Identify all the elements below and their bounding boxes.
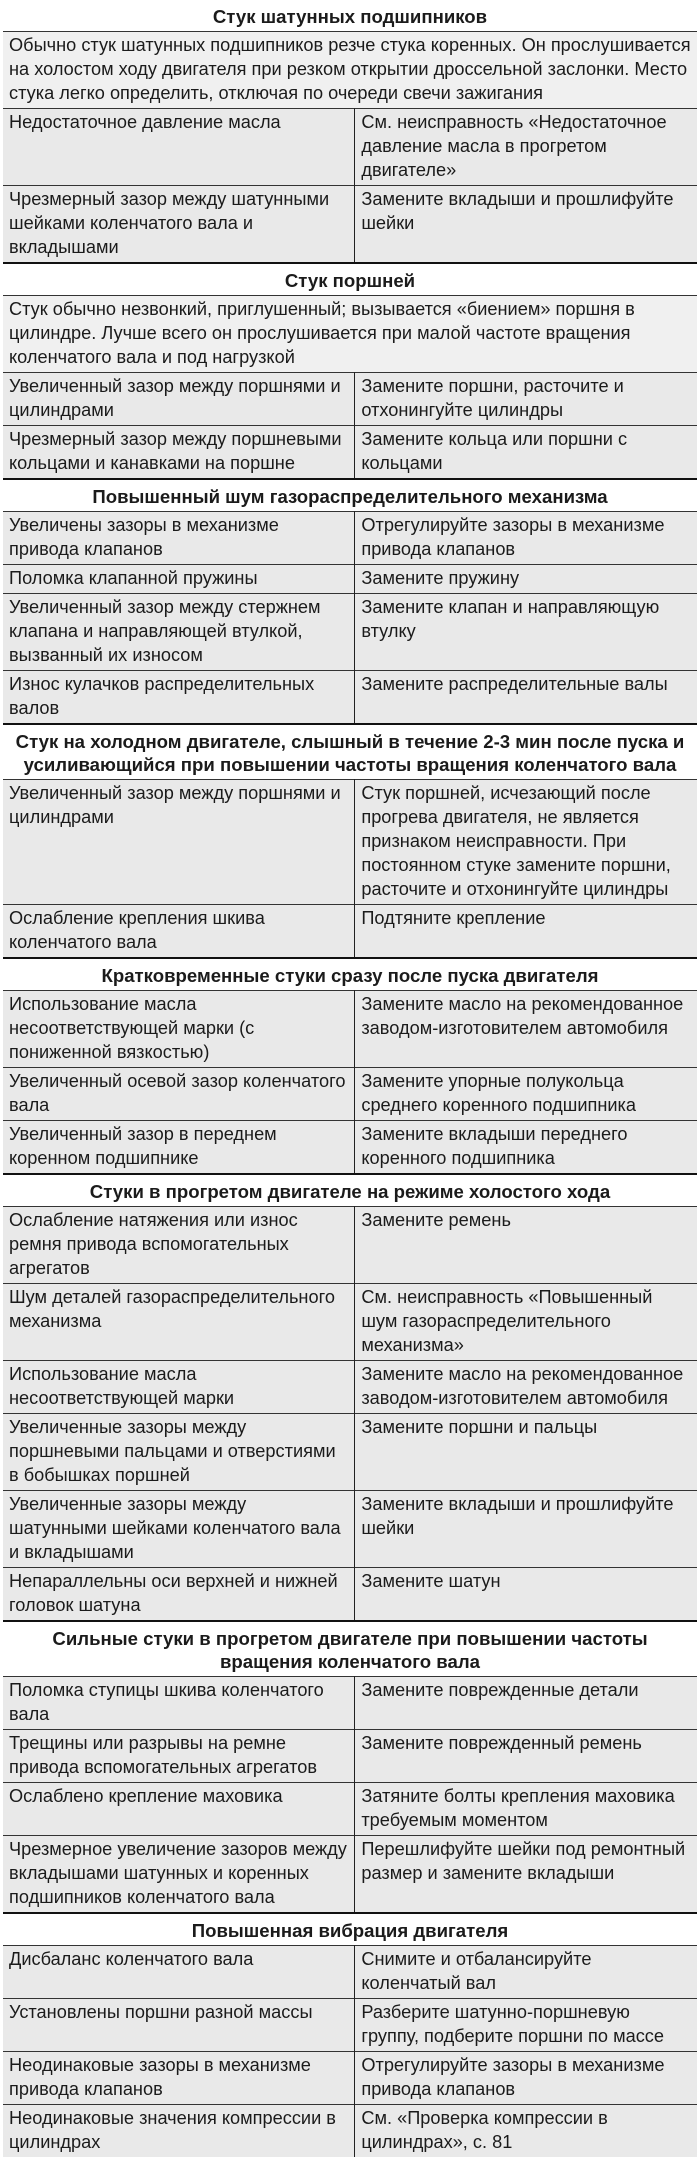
remedy-cell: Замените поршни, расточите и отхонингуйте цилиндры <box>355 373 697 426</box>
section-title: Стук шатунных подшипников <box>3 0 697 32</box>
remedy-cell: Снимите и отбалансируйте коленчатый вал <box>355 1946 697 1999</box>
section-title: Сильные стуки в прогретом двигателе при повышении частоты вращения коленчатого вала <box>3 1621 697 1677</box>
table-row <box>3 2052 697 2105</box>
cause-cell: Увеличенный зазор между поршнями и цилиндрами <box>3 373 355 426</box>
troubleshooting-table <box>3 0 697 2157</box>
table-row <box>3 1946 697 1999</box>
table-row <box>3 109 697 186</box>
cause-cell: Увеличены зазоры в механизме привода клапанов <box>3 512 355 565</box>
remedy-cell: Замените поврежденный ремень <box>355 1730 697 1783</box>
section-header-row <box>3 1913 697 1946</box>
cause-cell: Ослабление натяжения или износ ремня привода вспомогательных агрегатов <box>3 1207 355 1284</box>
cause-cell: Поломка клапанной пружины <box>3 565 355 594</box>
section-title: Повышенный шум газораспределительного механизма <box>3 479 697 512</box>
cause-cell: Неодинаковые зазоры в механизме привода клапанов <box>3 2052 355 2105</box>
cause-cell: Поломка ступицы шкива коленчатого вала <box>3 1677 355 1730</box>
cause-cell: Увеличенный осевой зазор коленчатого вала <box>3 1068 355 1121</box>
section-header-row <box>3 1174 697 1207</box>
cause-cell: Увеличенный зазор в переднем коренном подшипнике <box>3 1121 355 1175</box>
table-row <box>3 565 697 594</box>
section-title: Стук поршней <box>3 263 697 296</box>
remedy-cell: Замените вкладыши и прошлифуйте шейки <box>355 1491 697 1568</box>
remedy-cell: Замените клапан и направляющую втулку <box>355 594 697 671</box>
table-row <box>3 1207 697 1284</box>
section-title: Стуки в прогретом двигателе на режиме холостого хода <box>3 1174 697 1207</box>
cause-cell: Увеличенный зазор между поршнями и цилиндрами <box>3 780 355 905</box>
table-row <box>3 1730 697 1783</box>
section-header-row <box>3 479 697 512</box>
table-row <box>3 373 697 426</box>
table-row <box>3 594 697 671</box>
table-row <box>3 1568 697 1622</box>
cause-cell: Неодинаковые значения компрессии в цилиндрах <box>3 2105 355 2157</box>
table-row <box>3 1414 697 1491</box>
cause-cell: Недостаточное давление масла <box>3 109 355 186</box>
remedy-cell: Замените масло на рекомендованное заводом-изготовителем автомобиля <box>355 991 697 1068</box>
section-note-row <box>3 32 697 109</box>
cause-cell: Чрезмерный зазор между шатунными шейками коленчатого вала и вкладышами <box>3 186 355 264</box>
cause-cell: Ослаблено крепление маховика <box>3 1783 355 1836</box>
table-row <box>3 1836 697 1914</box>
cause-cell: Трещины или разрывы на ремне привода вспомогательных агрегатов <box>3 1730 355 1783</box>
section-title: Стук на холодном двигателе, слышный в течение 2-3 мин после пуска и усиливающийся при повышении частоты вращения коленчатого вала <box>3 724 697 780</box>
remedy-cell: Отрегулируйте зазоры в механизме привода клапанов <box>355 2052 697 2105</box>
cause-cell: Чрезмерный зазор между поршневыми кольцами и канавками на поршне <box>3 426 355 480</box>
remedy-cell: Замените пружину <box>355 565 697 594</box>
cause-cell: Использование масла несоответствующей марки (с пониженной вязкостью) <box>3 991 355 1068</box>
table-row <box>3 905 697 959</box>
remedy-cell: Замените вкладыши и прошлифуйте шейки <box>355 186 697 264</box>
remedy-cell: Замените вкладыши переднего коренного подшипника <box>355 1121 697 1175</box>
remedy-cell: Замените ремень <box>355 1207 697 1284</box>
table-row <box>3 1068 697 1121</box>
cause-cell: Установлены поршни разной массы <box>3 1999 355 2052</box>
cause-cell: Чрезмерное увеличение зазоров между вкладышами шатунных и коренных подшипников коленчатого вала <box>3 1836 355 1914</box>
remedy-cell: Стук поршней, исчезающий после прогрева двигателя, не является признаком неисправности. При постоянном стуке замените поршни, расточите и отхонингуйте цилиндры <box>355 780 697 905</box>
remedy-cell: Перешлифуйте шейки под ремонтный размер и замените вкладыши <box>355 1836 697 1914</box>
remedy-cell: Затяните болты крепления маховика требуемым моментом <box>355 1783 697 1836</box>
table-row <box>3 1491 697 1568</box>
cause-cell: Увеличенные зазоры между поршневыми пальцами и отверстиями в бобышках поршней <box>3 1414 355 1491</box>
table-row <box>3 780 697 905</box>
remedy-cell: Разберите шатунно-поршневую группу, подберите поршни по массе <box>355 1999 697 2052</box>
cause-cell: Непараллельны оси верхней и нижней головок шатуна <box>3 1568 355 1622</box>
table-body <box>3 0 697 2157</box>
remedy-cell: Подтяните крепление <box>355 905 697 959</box>
section-title: Кратковременные стуки сразу после пуска двигателя <box>3 958 697 991</box>
remedy-cell: Отрегулируйте зазоры в механизме привода клапанов <box>355 512 697 565</box>
table-row <box>3 1121 697 1175</box>
remedy-cell: Замените поршни и пальцы <box>355 1414 697 1491</box>
table-row <box>3 991 697 1068</box>
section-header-row <box>3 0 697 32</box>
remedy-cell: См. неисправность «Недостаточное давление масла в прогретом двигателе» <box>355 109 697 186</box>
section-note-row <box>3 296 697 373</box>
cause-cell: Ослабление крепления шкива коленчатого вала <box>3 905 355 959</box>
section-note: Стук обычно незвонкий, приглушенный; вызывается «биением» поршня в цилиндре. Лучше всего он прослушивается при малой частоте вращения коленчатого вала и под нагрузкой <box>3 296 697 373</box>
table-row <box>3 1361 697 1414</box>
table-row <box>3 1999 697 2052</box>
table-row <box>3 671 697 725</box>
cause-cell: Использование масла несоответствующей марки <box>3 1361 355 1414</box>
cause-cell: Шум деталей газораспределительного механизма <box>3 1284 355 1361</box>
section-header-row <box>3 1621 697 1677</box>
table-row <box>3 186 697 264</box>
section-note: Обычно стук шатунных подшипников резче стука коренных. Он прослушивается на холостом ходу двигателя при резком открытии дроссельной заслонки. Место стука легко определить, отключая по очереди свечи зажигания <box>3 32 697 109</box>
table-row <box>3 1677 697 1730</box>
section-header-row <box>3 958 697 991</box>
cause-cell: Износ кулачков распределительных валов <box>3 671 355 725</box>
cause-cell: Увеличенные зазоры между шатунными шейками коленчатого вала и вкладышами <box>3 1491 355 1568</box>
table-row <box>3 1783 697 1836</box>
section-title: Повышенная вибрация двигателя <box>3 1913 697 1946</box>
remedy-cell: См. «Проверка компрессии в цилиндрах», с. 81 <box>355 2105 697 2157</box>
remedy-cell: См. неисправность «Повышенный шум газораспределительного механизма» <box>355 1284 697 1361</box>
table-row <box>3 2105 697 2157</box>
remedy-cell: Замените масло на рекомендованное заводом-изготовителем автомобиля <box>355 1361 697 1414</box>
table-row <box>3 1284 697 1361</box>
table-row <box>3 512 697 565</box>
remedy-cell: Замените шатун <box>355 1568 697 1622</box>
remedy-cell: Замените поврежденные детали <box>355 1677 697 1730</box>
cause-cell: Дисбаланс коленчатого вала <box>3 1946 355 1999</box>
cause-cell: Увеличенный зазор между стержнем клапана и направляющей втулкой, вызванный их износом <box>3 594 355 671</box>
remedy-cell: Замените распределительные валы <box>355 671 697 725</box>
remedy-cell: Замените упорные полукольца среднего коренного подшипника <box>355 1068 697 1121</box>
table-row <box>3 426 697 480</box>
section-header-row <box>3 263 697 296</box>
section-header-row <box>3 724 697 780</box>
remedy-cell: Замените кольца или поршни с кольцами <box>355 426 697 480</box>
